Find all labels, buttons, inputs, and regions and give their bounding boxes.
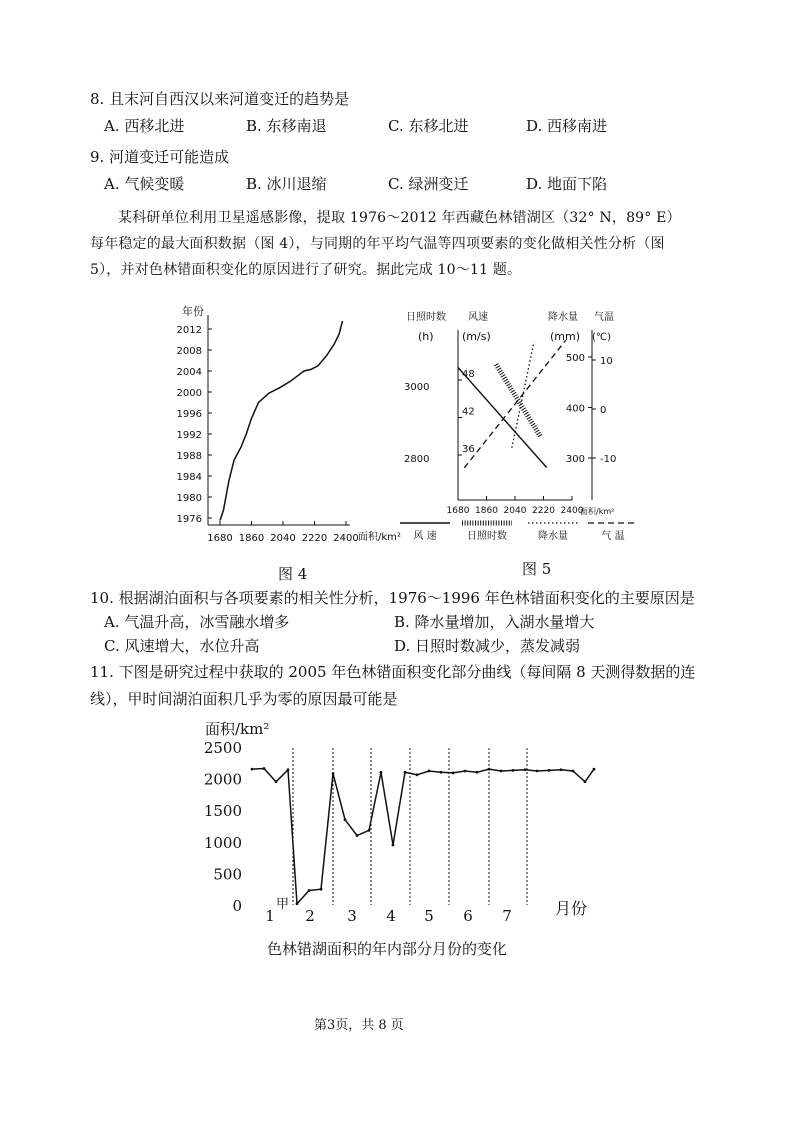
fig5-wind-title: 风速 [468,312,488,323]
fig6-xlabel: 月份 [555,899,588,918]
fig4-y-tick-label: 2004 [176,367,202,378]
fig6-data-point [251,768,254,771]
fig6-data-point [488,768,491,771]
fig4-y-tick-label: 1996 [176,409,202,420]
fig5-xlabel: 面积/km² [580,507,615,516]
fig5-x-tick-label: 2400 [560,506,584,516]
fig6-data-point [524,768,527,771]
fig6-ylabel: 面积/km² [205,720,270,738]
fig6-caption: 色林错湖面积的年内部分月份的变化 [267,940,508,958]
fig6-data-point [332,772,335,775]
intro-line-3: 5），并对色林错面积变化的原因进行了研究。据此完成 10～11 题。 [90,262,522,278]
fig6-data-point [344,818,347,821]
fig5-series-sunshine [496,364,540,436]
fig6-data-point [476,771,479,774]
fig4-y-tick-label: 1988 [176,451,202,462]
fig5-precip-tick-label: 300 [565,454,585,465]
fig5-legend-label: 日照时数 [467,531,507,542]
fig4-x-tick-label: 1680 [207,533,233,544]
fig4-x-tick-label: 2400 [333,533,359,544]
fig6-y-tick-label: 2500 [203,739,242,757]
fig6-data-point [356,834,359,837]
q10-option-c[interactable]: C. 风速增大，水位升高 [104,637,260,655]
fig6-data-point [380,771,383,774]
fig6-data-point [263,767,266,770]
fig5-legend-label: 降水量 [538,531,568,542]
fig6-x-tick-label: 3 [347,907,357,925]
fig6-data-point [440,771,443,774]
fig4-y-tick-label: 2012 [176,325,202,336]
fig5-sunshine-unit: (h) [418,330,434,343]
fig6-data-point [536,770,539,773]
fig6-data-point [452,772,455,775]
fig5-series-temp [464,340,565,467]
fig4-caption: 图 4 [278,565,308,583]
fig6-data-point [392,844,395,847]
fig6-data-point [500,770,503,773]
fig5-sunshine-title: 日照时数 [406,312,446,323]
fig5-wind-tick-label: 36 [462,444,475,455]
q10-option-d[interactable]: D. 日照时数减少，蒸发减弱 [394,637,581,655]
q8-option-b[interactable]: B. 东移南退 [246,117,327,135]
fig5-temp-unit: (℃) [592,332,612,343]
fig6-data-point [593,768,596,771]
fig5-sunshine-tick-label: 2800 [404,454,430,465]
fig4-y-tick-label: 2008 [176,346,202,357]
fig6-data-point [308,889,311,892]
fig5-legend-label: 风 速 [413,531,437,542]
fig6-data-point [287,768,290,771]
fig6-data-point [560,768,563,771]
fig5-x-tick-label: 1680 [446,506,470,516]
fig6-data-point [275,780,278,783]
fig4-area-curve [220,321,343,520]
fig6-data-point [584,780,587,783]
fig6-data-point [572,770,575,773]
fig5-wind-unit: (m/s) [462,330,491,343]
fig4-y-tick-label: 1984 [176,472,202,483]
q9-option-d[interactable]: D. 地面下陷 [526,175,608,193]
fig4-x-tick-label: 2220 [301,533,328,544]
figure-5-chart [400,300,650,550]
intro-line-2: 每年稳定的最大面积数据（图 4），与同期的年平均气温等四项要素的变化做相关性分析（图 [90,236,665,252]
q8-option-c[interactable]: C. 东移北进 [388,117,469,135]
fig6-data-point [320,888,323,891]
fig5-x-tick-label: 1860 [475,506,498,516]
q10-option-b[interactable]: B. 降水量增加，入湖水量增大 [394,613,595,631]
fig5-x-tick-label: 2220 [532,506,555,516]
fig5-x-tick-label: 2040 [503,506,527,516]
fig4-xlabel: 面积/km² [358,532,401,543]
figure-4-chart [150,295,420,555]
q8-stem: 8. 且末河自西汉以来河道变迁的趋势是 [90,90,350,108]
fig5-precip-unit: (mm) [550,330,581,343]
fig5-wind-tick-label: 42 [462,406,475,418]
fig4-y-tick-label: 1992 [176,430,202,441]
fig5-caption: 图 5 [522,560,552,578]
fig6-x-tick-label: 6 [463,907,473,925]
q11-stem-line-2: 线），甲时间湖泊面积几乎为零的原因最可能是 [90,690,398,708]
fig6-data-point [296,902,299,905]
q9-option-c[interactable]: C. 绿洲变迁 [388,175,469,193]
intro-line-1: 某科研单位利用卫星遥感影像，提取 1976～2012 年西藏色林错湖区（32° N，89° E） [118,210,681,226]
fig6-x-tick-label: 4 [386,907,396,925]
fig6-data-point [368,829,371,832]
fig6-data-point [416,773,419,776]
fig5-wind-tick-label: 48 [462,369,475,380]
q9-stem: 9. 河道变迁可能造成 [90,148,230,166]
fig4-x-tick-label: 2040 [270,533,296,544]
fig6-data-point [512,769,515,772]
fig4-ylabel: 年份 [182,305,204,318]
fig6-data-point [404,771,407,774]
fig6-data-point [548,769,551,772]
fig5-temp-title: 气温 [594,312,614,323]
fig5-temp-tick-label: 0 [600,405,607,416]
fig4-y-tick-label: 1976 [176,514,202,525]
figure-area-monthly-chart [200,712,620,952]
fig4-y-tick-label: 2000 [176,388,202,399]
fig6-y-tick-label: 1500 [203,802,242,821]
q9-option-a[interactable]: A. 气候变暖 [104,175,185,193]
fig6-data-point [464,770,467,773]
fig6-area-line [252,769,594,904]
fig5-precip-title: 降水量 [548,312,578,323]
fig5-temp-tick-label: -10 [600,454,617,465]
fig6-y-tick-label: 1000 [203,833,242,852]
fig6-x-tick-label: 2 [305,907,315,925]
fig5-precip-tick-label: 400 [565,403,585,415]
fig6-data-point [428,770,431,773]
fig5-precip-tick-label: 500 [565,353,585,364]
q8-option-a[interactable]: A. 西移北进 [104,117,185,135]
fig6-y-tick-label: 2000 [203,770,242,789]
fig6-x-tick-label: 1 [265,907,275,925]
fig4-x-tick-label: 1860 [238,533,265,544]
fig6-x-tick-label: 7 [502,907,512,925]
fig6-y-tick-label: 0 [232,897,242,915]
fig6-x-tick-label: 5 [424,907,434,925]
page-footer: 第3页，共 8 页 [314,1018,404,1033]
fig6-annotation-jia: 甲 [276,897,290,912]
fig4-y-tick-label: 1980 [176,493,202,504]
fig6-y-tick-label: 500 [213,865,242,884]
fig5-temp-tick-label: 10 [600,356,613,367]
q10-option-a[interactable]: A. 气温升高，冰雪融水增多 [104,613,290,631]
q8-option-d[interactable]: D. 西移南进 [526,117,608,135]
q11-stem-line-1: 11. 下图是研究过程中获取的 2005 年色林错面积变化部分曲线（每间隔 8 天测得数据的连 [90,663,696,681]
fig5-legend-label: 气 温 [601,531,625,542]
fig5-sunshine-tick-label: 3000 [404,382,430,393]
q9-option-b[interactable]: B. 冰川退缩 [246,175,327,193]
q10-stem: 10. 根据湖泊面积与各项要素的相关性分析，1976～1996 年色林错面积变化的主要原因是 [90,589,695,607]
